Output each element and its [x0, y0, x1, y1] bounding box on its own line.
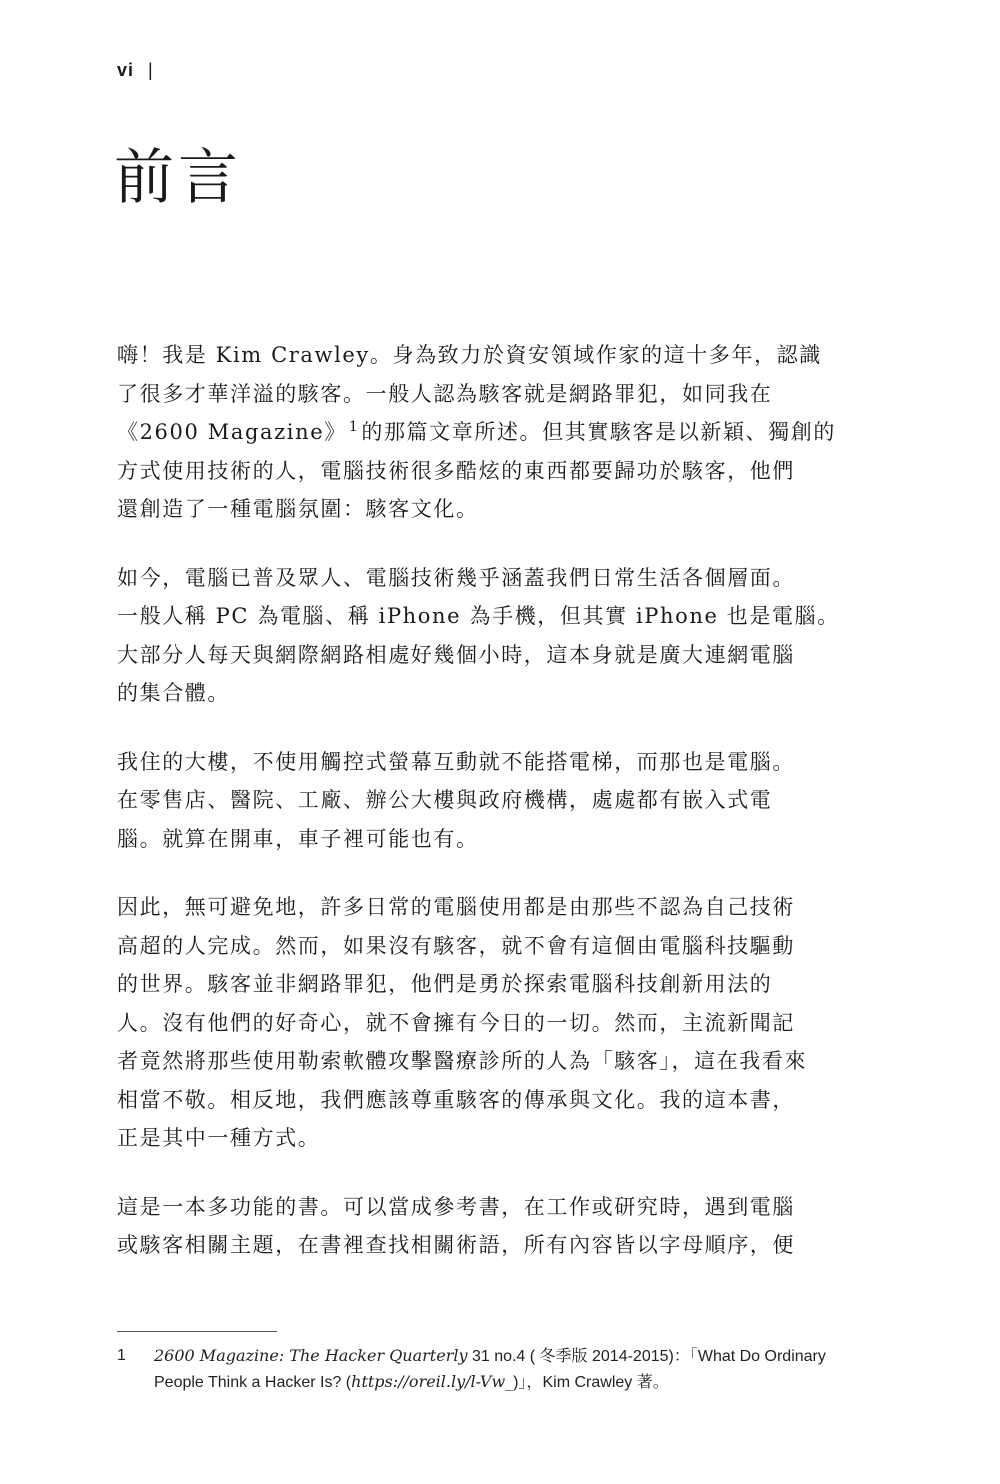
- paragraph-3: [117, 743, 877, 859]
- text-line: 還創造了一種電腦氛圍：駭客文化。: [117, 497, 479, 521]
- text-line-with-footnote: [117, 413, 877, 452]
- text-line: 人。沒有他們的好奇心，就不會擁有今日的一切。然而，主流新聞記: [117, 1010, 795, 1035]
- paragraph-5: [117, 1188, 877, 1265]
- magazine-title: 《2600 Magazine》: [117, 420, 347, 444]
- footnote-issue: 31 no.4 ( 冬季版 2014-2015)：「What Do Ordinary People Think a Hacker Is? (: [154, 1348, 826, 1391]
- page-number: vi: [117, 60, 135, 80]
- text-line: 了很多才華洋溢的駭客。一般人認為駭客就是網路罪犯，如同我在: [117, 381, 773, 406]
- text-line: 這是一本多功能的書。可以當成參考書，在工作或研究時，遇到電腦: [117, 1194, 795, 1219]
- paragraph-2: [117, 559, 877, 713]
- text-line: 者竟然將那些使用勒索軟體攻擊醫療診所的人為「駭客」，這在我看來: [117, 1049, 808, 1073]
- text-line: 的世界。駭客並非網路罪犯，他們是勇於探索電腦科技創新用法的: [117, 972, 773, 996]
- text-line: 方式使用技術的人，電腦技術很多酷炫的東西都要歸功於駭客，他們: [117, 458, 795, 483]
- body-text: [117, 336, 877, 1295]
- footnote-reference[interactable]: 1: [348, 419, 360, 435]
- footnote: [117, 1343, 877, 1395]
- header-separator: |: [148, 60, 154, 80]
- text-line: 相當不敬。相反地，我們應該尊重駭客的傳承與文化。我的這本書，: [117, 1087, 795, 1112]
- text-line: 的集合體。: [117, 681, 230, 705]
- text-line: 我住的大樓，不使用觸控式螢幕互動就不能搭電梯，而那也是電腦。: [117, 749, 795, 774]
- text-line: 因此，無可避免地，許多日常的電腦使用都是由那些不認為自己技術: [117, 895, 795, 919]
- footnote-source-title: 2600 Magazine: The Hacker Quarterly: [154, 1346, 468, 1365]
- footnote-text: [154, 1343, 877, 1395]
- text-line-rest: 的那篇文章所述。但其實駭客是以新穎、獨創的: [361, 420, 836, 444]
- text-line: 腦。就算在開車，車子裡可能也有。: [117, 826, 479, 851]
- text-line: 如今，電腦已普及眾人、電腦技術幾乎涵蓋我們日常生活各個層面。: [117, 565, 795, 590]
- text-line: 大部分人每天與網際網路相處好幾個小時，這本身就是廣大連網電腦: [117, 642, 795, 667]
- footnote-number: 1: [117, 1347, 126, 1364]
- footnote-divider: [117, 1331, 277, 1332]
- running-header: [117, 60, 154, 81]
- footnote-url[interactable]: https://oreil.ly/l-Vw_: [351, 1372, 514, 1391]
- text-line: 在零售店、醫院、工廠、辦公大樓與政府機構，處處都有嵌入式電: [117, 788, 773, 812]
- text-line: 或駭客相關主題，在書裡查找相關術語，所有內容皆以字母順序，便: [117, 1233, 795, 1257]
- paragraph-4: [117, 888, 877, 1158]
- text-line: 一般人稱 PC 為電腦、稱 iPhone 為手機，但其實 iPhone 也是電腦。: [117, 604, 840, 628]
- text-line: 嗨！我是 Kim Crawley。身為致力於資安領域作家的這十多年，認識: [117, 343, 822, 367]
- chapter-title: 前言: [114, 143, 242, 213]
- paragraph-1: [117, 336, 877, 529]
- footnote-suffix: )」，Kim Crawley 著。: [513, 1374, 669, 1391]
- text-line: 正是其中一種方式。: [117, 1126, 321, 1150]
- text-line: 高超的人完成。然而，如果沒有駭客，就不會有這個由電腦科技驅動: [117, 933, 795, 958]
